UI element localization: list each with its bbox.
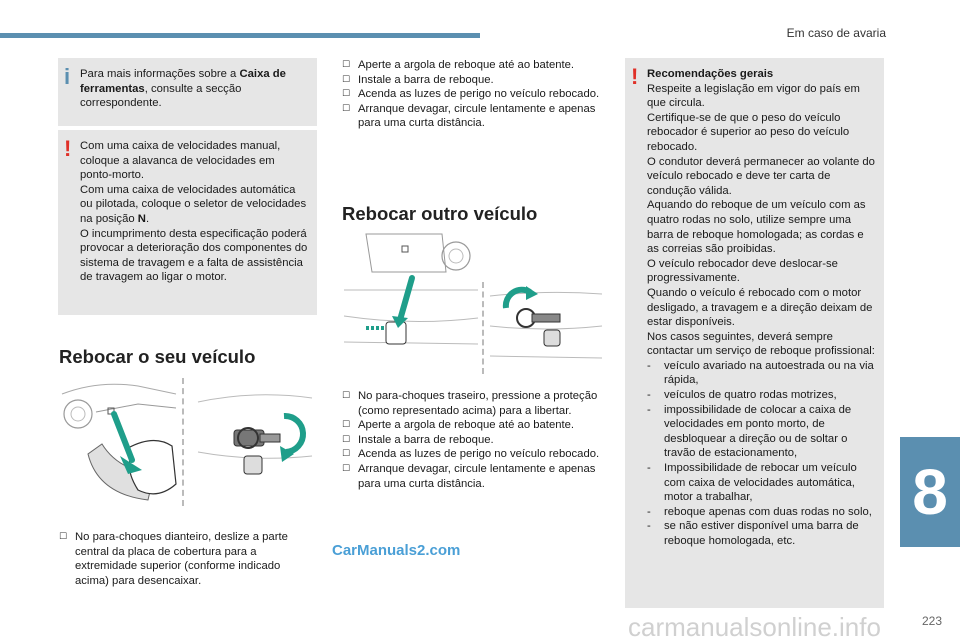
illustration-divider bbox=[182, 378, 184, 506]
list-item: ☐ Arranque devagar, circule lentamente e apenas para uma curta distância. bbox=[342, 102, 607, 131]
list-item: ☐ Aperte a argola de reboque até ao batente. bbox=[342, 418, 607, 433]
carmanuals-watermark[interactable]: CarManuals2.com bbox=[332, 542, 461, 559]
front-towing-eye-illustration bbox=[190, 382, 318, 504]
chapter-tab: 8 bbox=[900, 437, 960, 547]
list-item: ☐ No para-choques traseiro, pressione a proteção (como representado acima) para a libertar. bbox=[342, 389, 607, 418]
illustration-divider bbox=[482, 282, 484, 374]
list-item: ☐ Acenda as luzes de perigo no veículo rebocado. bbox=[342, 87, 607, 102]
list-item: - reboque apenas com duas rodas no solo, bbox=[647, 505, 876, 520]
list-item: - se não estiver disponível uma barra de reboque homologada, etc. bbox=[647, 519, 876, 548]
gearbox-warning-box bbox=[58, 130, 317, 315]
professional-cases-list bbox=[647, 359, 876, 549]
header-bar bbox=[0, 33, 480, 38]
info-text: Para mais informações sobre a Caixa de ferramentas, consulte a secção correspondente. bbox=[80, 68, 286, 110]
recommendations-box bbox=[625, 58, 884, 608]
page-number: 223 bbox=[921, 614, 942, 628]
section-title: Em caso de avaria bbox=[786, 26, 886, 40]
towing-steps-list bbox=[342, 58, 607, 131]
list-item: ☐ Arranque devagar, circule lentamente e apenas para uma curta distância. bbox=[342, 462, 607, 491]
rear-towing-eye-illustration bbox=[486, 282, 604, 376]
tow-own-heading: Rebocar o seu veículo bbox=[59, 346, 256, 367]
list-item: ☐ Instale a barra de reboque. bbox=[342, 73, 607, 88]
list-item: - veículo avariado na autoestrada ou na via rápida, bbox=[647, 359, 876, 388]
list-item: - impossibilidade de colocar a caixa de velocidades em ponto morto, de desbloquear a direção ou de soltar o travão de estacionamento, bbox=[647, 403, 876, 461]
list-item: ☐ No para-choques dianteiro, deslize a parte central da placa de cobertura para a extremidade superior (conforme indicado acima) para desencaixar. bbox=[59, 530, 317, 588]
list-item: - veículos de quatro rodas motrizes, bbox=[647, 388, 876, 403]
rear-bumper-protection-illustration bbox=[342, 232, 480, 376]
recommendations-text: Recomendações gerais Respeite a legislação em vigor do país em que circula. Certifique-se de que o peso do veículo rebocador é superior ao peso do veículo rebocado. O condutor deverá permanecer ao volante do veículo rebocado e deve ter carta de condução válida. Aquando do reboque de um veículo com as quatro rodas no solo, utilize sempre uma barra de reboque homologada; as cordas e as correias são proibidas. O veículo rebocador deve deslocar-se progressivamente. Quando o veículo é rebocado com o motor desligado, a travagem e a direção deixam de estar disponíveis. Nos casos seguintes, deverá sempre contactar um serviço de reboque profissional: - veículo avariado na autoestrada ou na via rápida, - veículos de quatro rodas motrizes, - impossibilidade de colocar a caixa de velocidades em ponto morto, de desbloquear a direção ou de soltar o travão de estacionamento, - Impossibilidade de rebocar um veículo com caixa de velocidades automática, motor a trabalhar, - reboque apenas com duas rodas no solo, - se não estiver disponível uma barra de reboque homologada, etc. bbox=[625, 67, 884, 549]
warning-icon: ! bbox=[64, 136, 72, 161]
info-icon: i bbox=[64, 64, 71, 89]
gearbox-warning-text: Com uma caixa de velocidades manual, coloque a alavanca de velocidades em ponto-morto. Com uma caixa de velocidades automática ou pilotada, coloque o seletor de velocidades na posição N. O incumprimento desta especificação poderá provocar a deterioração dos componentes do sistema de travagem e a falta de assistência de travagem ao ligar o motor. bbox=[80, 140, 308, 284]
tow-other-steps bbox=[342, 389, 607, 491]
list-item: ☐ Acenda as luzes de perigo no veículo rebocado. bbox=[342, 447, 607, 462]
list-item: ☐ Aperte a argola de reboque até ao batente. bbox=[342, 58, 607, 73]
footer-watermark: carmanualsonline.info bbox=[628, 612, 881, 640]
info-box bbox=[58, 58, 317, 126]
list-item: - Impossibilidade de rebocar um veículo com caixa de velocidades automática, motor a trabalhar, bbox=[647, 461, 876, 505]
list-item: ☐ Instale a barra de reboque. bbox=[342, 433, 607, 448]
front-bumper-cover-illustration bbox=[58, 374, 180, 508]
tow-other-heading: Rebocar outro veículo bbox=[342, 203, 538, 224]
warning-icon: ! bbox=[631, 64, 639, 89]
tow-own-steps bbox=[59, 530, 317, 588]
